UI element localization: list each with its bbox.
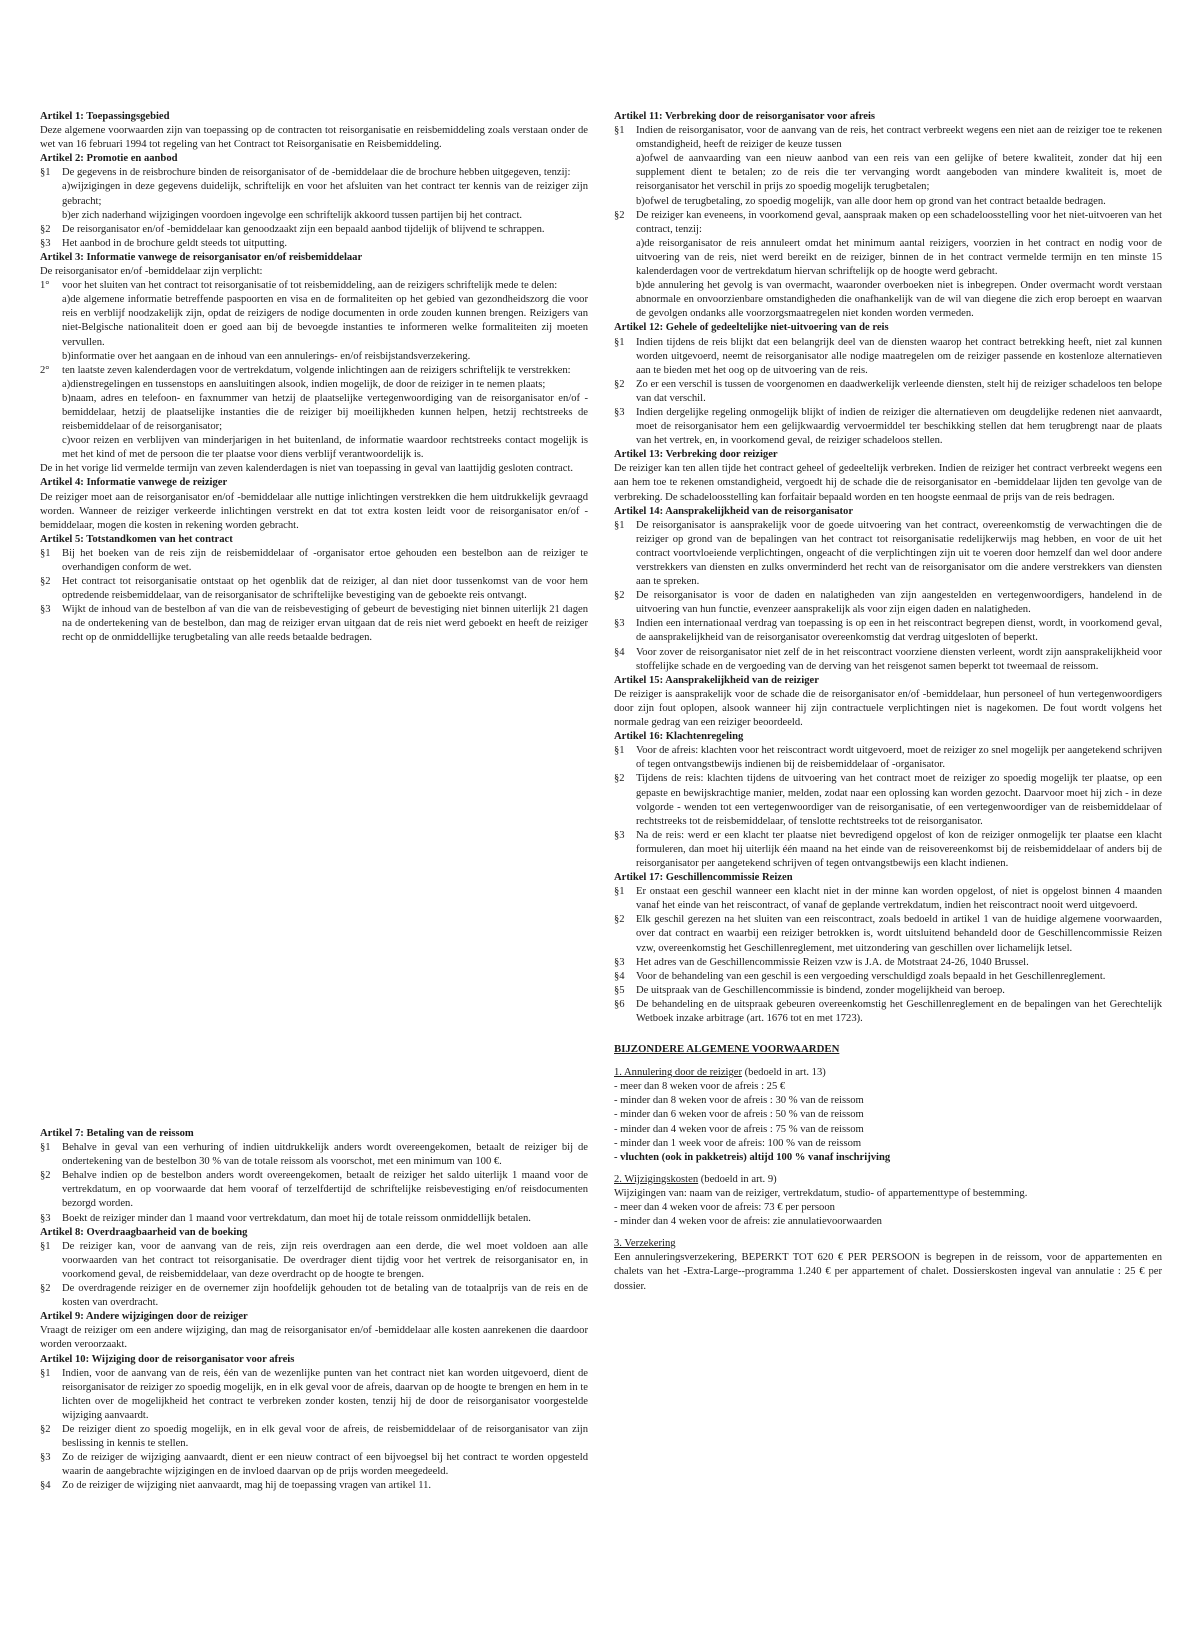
- clause-text: Zo de reiziger de wijziging niet aanvaardt, mag hij de toepassing vragen van artikel 11.: [62, 1480, 432, 1492]
- clause-text: Boekt de reiziger minder dan 1 maand voor vertrekdatum, dan moet hij de totale reissom onmiddellijk betalen.: [62, 1212, 531, 1224]
- article: [614, 110, 1162, 321]
- article-title: Artikel 8: Overdraagbaarheid van de boeking: [40, 1226, 248, 1238]
- clause-text: De overdragende reiziger en de overnemer zijn hoofdelijk gehouden tot de betaling van de totaalprijs van de reis en de kosten van overdracht.: [62, 1283, 588, 1309]
- article-title: Artikel 1: Toepassingsgebied: [40, 111, 170, 122]
- clause-text: De reiziger dient zo spoedig mogelijk, en in elk geval voor de afreis, de reisbemiddelaar of de reisorganisator van zijn beslissing in kennis te stellen.: [62, 1423, 588, 1450]
- clause-subitem: a)wijzigingen in deze gegevens duidelijk, schriftelijk en voor het afsluiten van het contract ter kennis van de reiziger zijn gebracht;: [62, 181, 588, 207]
- article-clause: [40, 223, 588, 237]
- clause-number: §1: [40, 167, 51, 179]
- clause-text: ten laatste zeven kalenderdagen voor de vertrekdatum, volgende inlichtingen aan de reizigers schriftelijk te verstrekken:: [62, 364, 571, 376]
- change-fees-line: - minder dan 4 weken voor de afreis: zie annulatievoorwaarden: [614, 1216, 882, 1228]
- right-column: [614, 110, 1162, 1294]
- clause-text: Zo de reiziger de wijziging aanvaardt, dient er een nieuw contract of een bijvoegsel bij het contract te worden opgesteld waarin de aangebrachte wijzigingen en de invloed daarvan op de prijs worden meegedeeld.: [62, 1452, 588, 1478]
- clause-number: §2: [614, 914, 625, 926]
- clause-subitem: a)de algemene informatie betreffende paspoorten en visa en de formaliteiten op het gebied van gezondheidszorg die voor reis en verblijf noodzakelijk zijn, opdat de reizigers de nodige documenten in orde zouden kunnen brengen. Reizigers van niet-Belgische nationaliteit doen er goed aan bij de bevoegde instanties te informeren welke formaliteiten zij moeten vervullen.: [62, 294, 588, 348]
- change-fees-line: - meer dan 4 weken voor de afreis: 73 € per persoon: [614, 1202, 835, 1214]
- article-clause: [614, 956, 1162, 970]
- article-clause: [614, 124, 1162, 152]
- clause-number: §1: [614, 745, 625, 757]
- cancellation-line: - meer dan 8 weken voor de afreis : 25 €: [614, 1081, 786, 1093]
- clause-text: Behalve in geval van een verhuring of indien uitdrukkelijk anders wordt overeengekomen, betaalt de reiziger bij de ondertekening van de bestelbon 30 % van de totale reissom als voorschot, met een minimum van 100 €.: [62, 1142, 588, 1168]
- article-clause: [40, 1169, 588, 1211]
- clause-text: De reisorganisator is voor de daden en nalatigheden van zijn aangestelden en vertegenwoordigers, handelend in de uitvoering van hun functie, evenzeer aansprakelijk als voor zijn eigen daden en nalatigheden.: [636, 590, 1162, 616]
- left-column-lower: [40, 1127, 588, 1493]
- clause-number: §3: [40, 1212, 51, 1224]
- clause-number: §3: [614, 618, 625, 630]
- clause-subitem: b)informatie over het aangaan en de inhoud van een annulerings- en/of reisbijstandsverzekering.: [62, 350, 471, 362]
- article: [614, 730, 1162, 871]
- insurance-text: Een annuleringsverzekering, BEPERKT TOT 620 € PER PERSOON is begrepen in de reissom, voor de appartementen en chalets van het -Extra-Large--programma 1.240 € per appartement of chalet. Dossierskosten ingeval van annulatie : 25 € per dossier.: [614, 1252, 1162, 1292]
- article-clause: [614, 646, 1162, 674]
- article-text: De reiziger moet aan de reisorganisator en/of -bemiddelaar alle nuttige inlichtingen verstrekken die hem uitdrukkelijk gevraagd worden. Wanneer de reiziger verkeerde inlichtingen verstrekt en dat tot extra kosten leidt voor de reisorganisator en/of -bemiddelaar, mogen die kosten in rekening worden gebracht.: [40, 491, 588, 531]
- article-title: Artikel 2: Promotie en aanbod: [40, 153, 178, 165]
- change-fees-heading: [614, 1173, 1162, 1187]
- special-conditions: [614, 1042, 1162, 1294]
- article-title: Artikel 16: Klachtenregeling: [614, 731, 744, 743]
- special-conditions-title: BIJZONDERE ALGEMENE VOORWAARDEN: [614, 1043, 840, 1056]
- article: [40, 1310, 588, 1352]
- clause-text: Indien dergelijke regeling onmogelijk blijkt of indien de reiziger die alternatieven om deugdelijke redenen niet aanvaardt, moet de reisorganisator hem een gelijkwaardig vervoermiddel ter beschikking stellen dat hem terugbrengt naar de plaats van het vertrek, en, in voorkomend geval, de reiziger schadeloos stellen.: [636, 406, 1162, 447]
- article: [40, 476, 588, 532]
- article-title: Artikel 13: Verbreking door reiziger: [614, 449, 778, 461]
- article-clause: [40, 166, 588, 180]
- article-clause: [614, 406, 1162, 448]
- article-text: Vraagt de reiziger om een andere wijziging, dan mag de reisorganisator en/of -bemiddelaar alle kosten aanrekenen die daardoor worden veroorzaakt.: [40, 1325, 588, 1351]
- clause-number: §3: [614, 956, 625, 968]
- article-title: Artikel 9: Andere wijzigingen door de reiziger: [40, 1311, 248, 1323]
- article-note: De in het vorige lid vermelde termijn van zeven kalenderdagen is niet van toepassing in geval van laattijdig gesloten contract.: [40, 463, 574, 475]
- clause-number: §1: [614, 125, 625, 137]
- clause-number: §2: [614, 378, 625, 390]
- clause-number: §1: [40, 1367, 51, 1379]
- clause-text: De uitspraak van de Geschillencommissie is bindend, zonder mogelijkheid van beroep.: [636, 984, 1005, 996]
- article-clause: [614, 913, 1162, 955]
- clause-subitem: b)er zich naderhand wijzigingen voordoen ingevolge een schriftelijk akkoord tussen partijen bij het contract.: [62, 209, 523, 221]
- clause-subitem: b)naam, adres en telefoon- en faxnummer van hetzij de plaatselijke vertegenwoordiging van de reisorganisator en/of -bemiddelaar, hetzij de plaatselijke instanties die de reiziger bij moeilijkheden kunnen helpen, hetzij rechtstreeks de reisbemiddelaar of de reisorganisator;: [62, 392, 588, 433]
- clause-text: Voor de behandeling van een geschil is een vergoeding verschuldigd zoals bepaald in het Geschillenreglement.: [636, 970, 1106, 982]
- article: [614, 871, 1162, 1026]
- article-clause: [40, 1141, 588, 1169]
- article: [614, 674, 1162, 730]
- change-fees-text: Wijzigingen van: naam van de reiziger, vertrekdatum, studio- of appartementtype of bestemming.: [614, 1187, 1028, 1199]
- clause-text: De reiziger kan eveneens, in voorkomend geval, aanspraak maken op een schadeloosstelling voor het niet-uitvoeren van het contract, tenzij:: [636, 209, 1162, 235]
- change-fees-heading-label: 2. Wijzigingskosten: [614, 1173, 699, 1185]
- clause-subitem: c)voor reizen en verblijven van minderjarigen in het buitenland, de informatie waardoor rechtstreeks contact mogelijk is met het kind of met de persoon die ter plaatse voor diens verblijf verantwoordelijk is.: [62, 435, 588, 461]
- article-clause: [40, 1282, 588, 1310]
- clause-number: §1: [40, 547, 51, 559]
- clause-text: Bij het boeken van de reis zijn de reisbemiddelaar of -organisator ertoe gehouden een bestelbon aan de reiziger te overhandigen conform de wet.: [62, 547, 588, 573]
- clause-text: Wijkt de inhoud van de bestelbon af van die van de reisbevestiging of gebeurt de bevestiging niet binnen uiterlijk 21 dagen na de ondertekening van de bestelbon, dan mag de reiziger ervan uitgaan dat de reis niet werd geboekt en heeft de reiziger recht op de onmiddellijke terugbetaling van alle reeds betaalde bedragen.: [62, 604, 588, 644]
- clause-text: Indien een internationaal verdrag van toepassing is op een in het reiscontract begrepen dienst, wordt, in voorkomend geval, de aansprakelijkheid van de reisorganisator overeenkomstig dat verdrag uitgesloten of beperkt.: [636, 618, 1162, 644]
- article-clause: [614, 744, 1162, 772]
- insurance-heading-label: 3. Verzekering: [614, 1238, 676, 1250]
- article-clause: [614, 209, 1162, 237]
- clause-text: Na de reis: werd er een klacht ter plaatse niet bevredigend opgelost of kon de reiziger onmogelijk ter plaatse een klacht formuleren, dan moet hij uiterlijk één maand na het einde van de reisovereenkomst bij de reisbemiddelaar of anders bij de reisorganisator per aangetekend schrijven of tegen ontvangstbewijs een klacht indienen.: [636, 829, 1162, 869]
- clause-text: Het adres van de Geschillencommissie Reizen vzw is J.A. de Motstraat 24-26, 1040 Brussel.: [636, 956, 1029, 968]
- clause-text: Het aanbod in de brochure geldt steeds tot uitputting.: [62, 237, 288, 249]
- clause-number: §2: [614, 209, 625, 221]
- article-clause: [40, 1240, 588, 1282]
- article-title: Artikel 5: Totstandkomen van het contract: [40, 533, 233, 545]
- article-clause: [614, 772, 1162, 828]
- article-title: Artikel 7: Betaling van de reissom: [40, 1128, 194, 1139]
- clause-number: §1: [614, 336, 625, 348]
- clause-number: §1: [40, 1142, 51, 1154]
- article-clause: [614, 519, 1162, 589]
- clause-subitem: b)ofwel de terugbetaling, zo spoedig mogelijk, van alle door hem op grond van het contract betaalde bedragen.: [636, 195, 1106, 207]
- clause-number: §2: [40, 1283, 51, 1295]
- cancellation-line: - minder dan 6 weken voor de afreis : 50 % van de reissom: [614, 1109, 864, 1121]
- clause-number: §3: [40, 604, 51, 616]
- article-clause: [40, 279, 588, 293]
- clause-subitem: b)de annulering het gevolg is van overmacht, waaronder overboeken niet is inbegrepen. Onder overmacht wordt verstaan abnormale en onvoorzienbare omstandigheden die onafhankelijk van de wil van diegene die zich erop beroept en waarvan de gevolgen ondanks alle voorzorgsmaatregelen niet konden worden vermeden.: [636, 280, 1162, 320]
- clause-text: De reiziger kan, voor de aanvang van de reis, zijn reis overdragen aan een derde, die wel moet voldoen aan alle voorwaarden van het contract tot reisorganisatie. De overdrager dient tijdig voor het vertrek de reisorganisator en, in voorkomend geval, de reisbemiddelaar, van deze overdracht op de hoogte te brengen.: [62, 1240, 588, 1280]
- insurance-heading: [614, 1237, 1162, 1251]
- article-clause: [614, 617, 1162, 645]
- article: [40, 152, 588, 251]
- clause-number: §3: [40, 237, 51, 249]
- article-clause: [40, 1451, 588, 1479]
- clause-number: §4: [40, 1480, 51, 1492]
- clause-subitem: a)ofwel de aanvaarding van een nieuw aanbod van een reis van een gelijke of betere kwaliteit, zonder dat hij een supplement dient te betalen; zo de reis die ter vervanging wordt aangeboden van mindere kwaliteit is, moet de reisorganisator het verschil in prijs zo spoedig mogelijk terugbetalen;: [636, 153, 1162, 193]
- article: [40, 251, 588, 477]
- article-clause: [614, 378, 1162, 406]
- clause-number: §6: [614, 998, 625, 1010]
- article-clause: [614, 885, 1162, 913]
- clause-number: §1: [614, 519, 625, 531]
- clause-number: 2°: [40, 364, 50, 376]
- clause-text: Er onstaat een geschil wanneer een klacht niet in der minne kan worden opgelost, of niet is opgelost binnen 4 maanden vanaf het einde van het reiscontract, of vanaf de geplande vertrekdatum, indien het reiscontract nooit werd uitgevoerd.: [636, 886, 1162, 912]
- clause-number: §4: [614, 646, 625, 658]
- article-title: Artikel 15: Aansprakelijkheid van de reiziger: [614, 674, 819, 686]
- article: [40, 533, 588, 646]
- article-clause: [40, 603, 588, 645]
- cancellation-heading-note: (bedoeld in art. 13): [741, 1067, 826, 1079]
- cancellation-heading: [614, 1066, 1162, 1080]
- clause-text: Indien tijdens de reis blijkt dat een belangrijk deel van de diensten waarop het contract betrekking heeft, niet zal kunnen worden uitgevoerd, neemt de reisorganisator alle nodige maatregelen om de reiziger passende en kostenloze alternatieven aan te bieden met het oog op de uitvoering van de reis.: [636, 336, 1162, 376]
- article-title: Artikel 14: Aansprakelijkheid van de reisorganisator: [614, 505, 854, 517]
- article-clause: [614, 998, 1162, 1026]
- article-clause: [40, 547, 588, 575]
- article: [40, 110, 588, 152]
- article: [614, 448, 1162, 504]
- right-articles: [614, 110, 1162, 1026]
- clause-number: §3: [614, 829, 625, 841]
- article-clause: [40, 1212, 588, 1226]
- clause-text: Zo er een verschil is tussen de voorgenomen en daadwerkelijk verleende diensten, stelt hij de reiziger schadeloos ten belope van dat verschil.: [636, 378, 1162, 404]
- article-clause: [614, 829, 1162, 871]
- clause-number: §2: [40, 576, 51, 588]
- clause-number: §5: [614, 984, 625, 996]
- article: [40, 1353, 588, 1494]
- article-clause: [40, 1423, 588, 1451]
- article-clause: [614, 970, 1162, 984]
- clause-number: §1: [614, 886, 625, 898]
- clause-text: Indien de reisorganisator, voor de aanvang van de reis, het contract verbreekt wegens een niet aan de reiziger toe te rekenen omstandigheid, heeft de reiziger de keuze tussen: [636, 125, 1162, 151]
- article: [614, 505, 1162, 674]
- article-title: Artikel 11: Verbreking door de reisorganisator voor afreis: [614, 111, 876, 122]
- article-text: De reiziger kan ten allen tijde het contract geheel of gedeeltelijk verbreken. Indien de reiziger het contract verbreekt wegens een aan hem toe te rekenen omstandigheid, vergoedt hij de schade die de reisorganisator en -bemiddelaar lijden ten gevolge van de verbreking. De schadeloosstelling kan forfaitair bepaald worden en ten hoogste eenmaal de prijs van de reis bedragen.: [614, 463, 1162, 503]
- article-text: De reisorganisator en/of -bemiddelaar zijn verplicht:: [40, 266, 263, 278]
- article-title: Artikel 12: Gehele of gedeeltelijke niet-uitvoering van de reis: [614, 322, 889, 334]
- article: [40, 1127, 588, 1226]
- article-title: Artikel 4: Informatie vanwege de reiziger: [40, 477, 228, 489]
- left-column: [40, 110, 588, 646]
- article-clause: [40, 364, 588, 378]
- article-clause: [614, 336, 1162, 378]
- cancellation-heading-label: 1. Annulering door de reiziger: [614, 1067, 742, 1079]
- clause-number: §2: [614, 773, 625, 785]
- article-title: Artikel 3: Informatie vanwege de reisorganisator en/of reisbemiddelaar: [40, 251, 363, 263]
- article-clause: [40, 575, 588, 603]
- clause-text: Elk geschil gerezen na het sluiten van een reiscontract, zoals bedoeld in artikel 1 van de huidige algemene voorwaarden, over dat contract en waarbij een reiziger betrokken is, wordt uitsluitend behandeld door de Geschillencommissie Reizen vzw, overeenkomstig het Geschillenreglement, met uitzondering van geschillen over lichamelijk letsel.: [636, 914, 1162, 954]
- cancellation-flights-line: - vluchten (ook in pakketreis) altijd 100 % vanaf inschrijving: [614, 1151, 891, 1163]
- clause-subitem: a)dienstregelingen en tussenstops en aansluitingen alsook, indien mogelijk, de door de reiziger in te nemen plaats;: [62, 378, 546, 390]
- clause-text: Voor zover de reisorganisator niet zelf de in het reiscontract voorziene diensten verleent, wordt zijn aansprakelijkheid voor stoffelijke schade en de vergoeding van de derving van het reisgenot samen beperkt tot tweemaal de reissom.: [636, 646, 1162, 672]
- clause-number: §3: [40, 1452, 51, 1464]
- article-clause: [614, 589, 1162, 617]
- article-clause: [40, 1367, 588, 1423]
- clause-number: §2: [40, 1423, 51, 1435]
- article-clause: [40, 1479, 588, 1493]
- article-text: De reiziger is aansprakelijk voor de schade die de reisorganisator en/of -bemiddelaar, hun personeel of hun vertegenwoordigers door zijn fout oplopen, alsook wanneer hij zijn contractuele verplichtingen niet is nagekomen. De fout wordt volgens het normale gedrag van een reiziger beoordeeld.: [614, 688, 1162, 729]
- article-title: Artikel 10: Wijziging door de reisorganisator voor afreis: [40, 1353, 295, 1365]
- clause-number: §2: [40, 1170, 51, 1182]
- clause-text: Tijdens de reis: klachten tijdens de uitvoering van het contract moet de reiziger zo spoedig mogelijk ter plaatse, op een gepaste en bewijskrachtige manier, melden, zodat naar een oplossing kan worden gezocht. Daarvoor moet hij zich - in deze volgorde - wenden tot een vertegenwoordiger van de reisorganisatie, of een vertegenwoordiger van de reisbemiddelaar of rechtstreeks tot de reisbemiddelaar, of tenslotte rechtstreeks tot de reisorganisator.: [636, 773, 1162, 827]
- clause-number: §2: [614, 590, 625, 602]
- clause-text: Behalve indien op de bestelbon anders wordt overeengekomen, betaalt de reiziger het saldo uiterlijk 1 maand voor de vertrekdatum, en op voorwaarde dat hem vooraf of terzelfdertijd de schriftelijke reisbevestiging en/of reisdocumenten bezorgd worden.: [62, 1170, 588, 1210]
- clause-number: 1°: [40, 280, 50, 292]
- article: [40, 1226, 588, 1311]
- change-fees-heading-note: (bedoeld in art. 9): [698, 1173, 777, 1185]
- clause-number: §3: [614, 406, 625, 418]
- clause-number: §4: [614, 970, 625, 982]
- cancellation-line: - minder dan 1 week voor de afreis: 100 % van de reissom: [614, 1137, 862, 1149]
- article-title: Artikel 17: Geschillencommissie Reizen: [614, 872, 793, 884]
- clause-number: §1: [40, 1240, 51, 1252]
- cancellation-line: - minder dan 8 weken voor de afreis : 30 % van de reissom: [614, 1095, 864, 1107]
- clause-text: De behandeling en de uitspraak gebeuren overeenkomstig het Geschillenreglement en de bepalingen van het Gerechtelijk Wetboek inzake arbitrage (art. 1676 tot en met 1723).: [636, 998, 1162, 1024]
- article-clause: [614, 984, 1162, 998]
- clause-text: De reisorganisator is aansprakelijk voor de goede uitvoering van het contract, overeenkomstig de verwachtingen die de reiziger op grond van de bepalingen van het contract tot reisorganisatie redelijkerwijs mag hebben, en voor de uit het contract voortvloeiende verplichtingen, ongeacht of die verplichtingen zijn uit te voeren door hemzelf dan wel door andere verstrekkers van diensten en zulks onverminderd het recht van de reisorganisator om die andere verstrekkers van diensten aan te spreken.: [636, 519, 1162, 588]
- cancellation-line: - minder dan 4 weken voor de afreis : 75 % van de reissom: [614, 1123, 864, 1135]
- clause-text: Voor de afreis: klachten voor het reiscontract wordt uitgevoerd, moet de reiziger zo snel mogelijk per aangetekend schrijven of tegen ontvangstbewijs indienen bij de reisbemiddelaar of -organisator.: [636, 745, 1162, 771]
- clause-text: Indien, voor de aanvang van de reis, één van de wezenlijke punten van het contract niet kan worden uitgevoerd, dient de reisorganisator de reiziger zo spoedig mogelijk, en in elk geval voor de afreis, daarvan op de hoogte te brengen en hem in te lichten over de mogelijkheid het contract te verbreken zonder kosten, tenzij hij de door de reisorganisator voorgestelde wijziging aanvaardt.: [62, 1367, 588, 1421]
- clause-text: voor het sluiten van het contract tot reisorganisatie of tot reisbemiddeling, aan de reizigers schriftelijk mede te delen:: [62, 280, 558, 292]
- clause-text: De gegevens in de reisbrochure binden de reisorganisator of de -bemiddelaar die de brochure hebben uitgegeven, tenzij:: [62, 167, 571, 179]
- article-clause: [40, 237, 588, 251]
- article: [614, 321, 1162, 448]
- clause-text: Het contract tot reisorganisatie ontstaat op het ogenblik dat de reiziger, al dan niet door tussenkomst van de voor hem optredende reisbemiddelaar, van de reisorganisator de schriftelijke bevestiging van de geboekte reis ontvangt.: [62, 576, 588, 602]
- clause-text: De reisorganisator en/of -bemiddelaar kan genoodzaakt zijn een bepaald aanbod tijdelijk of blijvend te schrappen.: [62, 223, 545, 235]
- clause-subitem: a)de reisorganisator de reis annuleert omdat het minimum aantal reizigers, voorzien in het contract en nodig voor de uitvoering van de reis, niet werd bereikt en de reiziger, binnen de in het contract vermelde termijn en ten minste 15 kalenderdagen voor de vertrekdatum hiervan schriftelijk op de hoogte werd gebracht.: [636, 237, 1162, 278]
- clause-number: §2: [40, 223, 51, 235]
- article-text: Deze algemene voorwaarden zijn van toepassing op de contracten tot reisorganisatie en reisbemiddeling zoals verstaan onder de wet van 16 februari 1994 tot regeling van het Contract tot Reisorganisatie en Reisbemiddeling.: [40, 125, 588, 151]
